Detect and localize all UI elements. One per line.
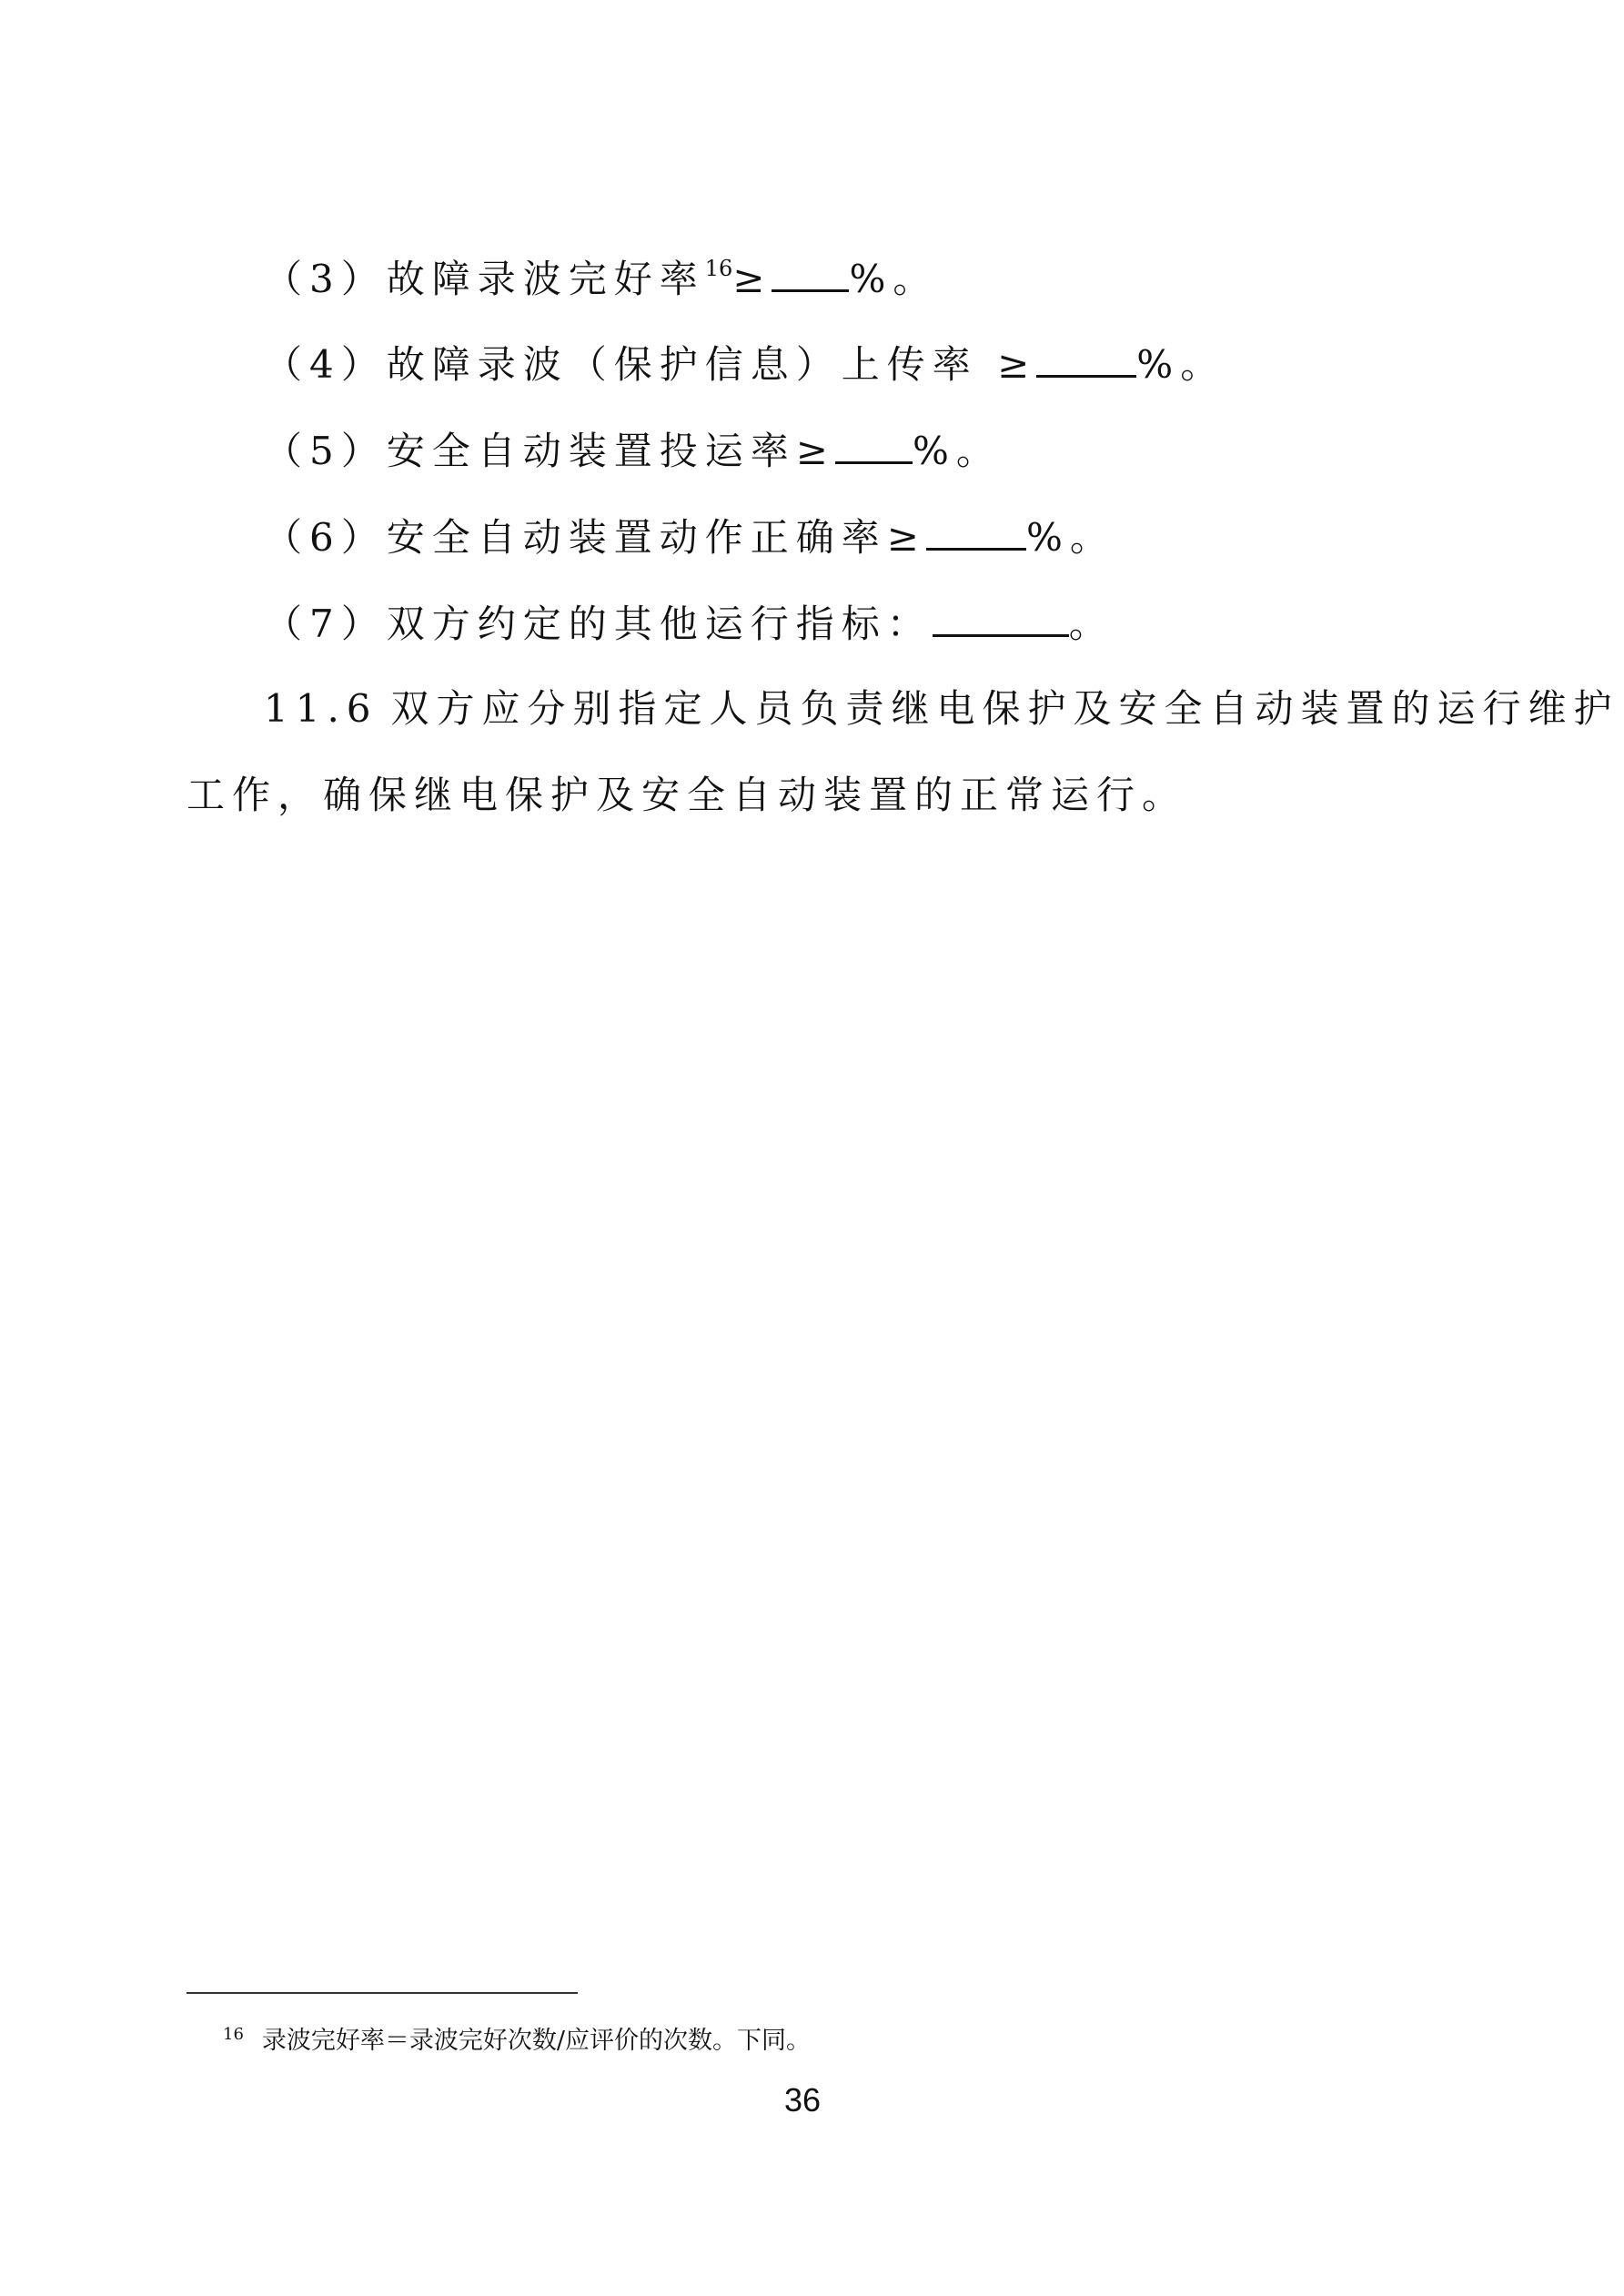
indicator-6-relation: ≥ <box>886 515 926 560</box>
indicator-5-unit: %。 <box>912 429 1002 473</box>
indicator-7-end: 。 <box>1068 602 1115 646</box>
footnote-mark: 16 <box>223 2025 244 2044</box>
indicator-line-5 <box>264 429 1002 473</box>
indicator-line-7 <box>264 602 1115 646</box>
indicator-6-unit: %。 <box>1025 515 1115 560</box>
indicator-line-4 <box>264 342 1226 387</box>
indicator-3-unit: %。 <box>849 257 939 301</box>
indicator-4-blank <box>1036 344 1136 378</box>
footnote-text: 录波完好率＝录波完好次数/应评价的次数。下同。 <box>261 2027 812 2055</box>
indicator-4-label: （4）故障录波（保护信息）上传率 <box>264 342 998 387</box>
indicator-4-relation: ≥ <box>997 342 1037 387</box>
indicator-5-blank <box>835 430 913 464</box>
indicator-6-label: （6）安全自动装置动作正确率 <box>264 515 887 560</box>
indicator-5-label: （5）安全自动装置投运率 <box>264 429 796 473</box>
footnote-separator <box>187 1992 578 1994</box>
indicator-7-label: （7）双方约定的其他运行指标： <box>264 602 933 646</box>
page-number: 36 <box>784 2081 822 2119</box>
clause-number: 11.6 <box>264 686 378 731</box>
indicator-4-unit: %。 <box>1136 342 1226 387</box>
indicator-line-3 <box>264 256 939 301</box>
indicator-3-label: （3）故障录波完好率 <box>264 257 705 301</box>
clause-text-line-2: 工作，确保继电保护及安全自动装置的正常运行。 <box>187 773 1188 817</box>
clause-text-line-1: 双方应分别指定人员负责继电保护及安全自动装置的运行维护 <box>390 686 1619 731</box>
indicator-5-relation: ≥ <box>795 429 835 473</box>
indicator-3-blank <box>772 258 849 292</box>
footnote-reference: 16 <box>704 256 733 281</box>
footnote <box>223 2027 811 2053</box>
indicator-6-blank <box>926 517 1026 551</box>
indicator-line-6 <box>264 515 1115 560</box>
clause-11-6-line-1 <box>264 686 1619 731</box>
indicator-7-blank <box>933 603 1069 637</box>
indicator-3-relation: ≥ <box>732 257 772 301</box>
clause-11-6-line-2 <box>187 773 1188 817</box>
